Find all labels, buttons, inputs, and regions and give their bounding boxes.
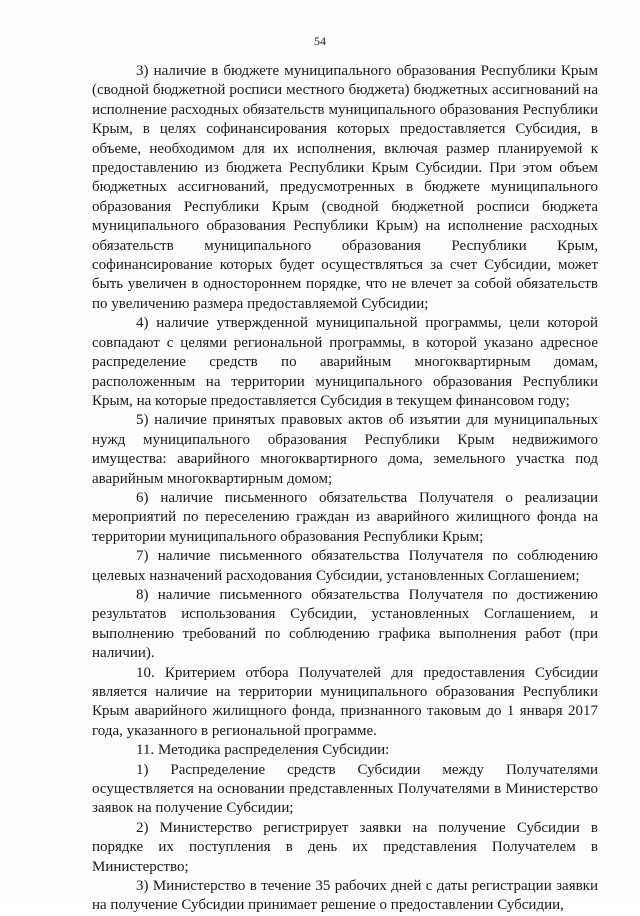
paragraph-method-item-3: 3) Министерство в течение 35 рабочих дней с даты регистрации заявки на получение Субсидии принимает решение о предоставлении Субсидии, xyxy=(92,878,598,914)
paragraph-section-10: 10. Критерием отбора Получателей для предоставления Субсидии является наличие на территории муниципального образования Республики Крым аварийного жилищного фонда, признанного таковым до 1 января 2017 года, указанного в региональной программе. xyxy=(92,664,598,739)
document-body xyxy=(92,62,598,916)
page-number: 54 xyxy=(314,34,326,48)
paragraph-method-item-1: 1) Распределение средств Субсидии между Получателями осуществляется на основании представленных Получателями в Министерство заявок на получение Субсидии; xyxy=(92,761,598,817)
paragraph-item-6: 6) наличие письменного обязательства Получателя о реализации мероприятий по переселению граждан из аварийного жилищного фонда на территории муниципального образования Республики Крым; xyxy=(92,489,598,545)
paragraph-section-11-heading: 11. Методика распределения Субсидии: xyxy=(136,742,390,759)
paragraph-item-3: 3) наличие в бюджете муниципального образования Республики Крым (сводной бюджетной росписи местного бюджета) бюджетных ассигнований на исполнение расходных обязательств муниципального образования Республики Крым, в целях софинансирования которых предоставляется Субсидия, в объеме, необходимом для их исполнения, включая размер планируемой к предоставлению из бюджета Республики Крым Субсидии. При этом объем бюджетных ассигнований, предусмотренных в бюджете муниципального образования Республики Крым (сводной бюджетной росписи бюджета муниципального образования Республики Крым) на исполнение расходных обязательств муниципального образования Республики Крым, софинансирование которых будет осуществляться за счет Субсидии, может быть увеличен в одностороннем порядке, что не влечет за собой обязательств по увеличению размера предоставляемой Субсидии; xyxy=(92,63,598,312)
paragraph-method-item-2: 2) Министерство регистрирует заявки на получение Субсидии в порядке их поступления в день их представления Получателем в Министерство; xyxy=(92,819,598,875)
paragraph-item-4: 4) наличие утвержденной муниципальной программы, цели которой совпадают с целями региональной программы, в которой указано адресное распределение средств по аварийным многоквартирным домам, расположенным на территории муниципального образования Республики Крым, на которые предоставляется Субсидия в текущем финансовом году; xyxy=(92,315,598,409)
paragraph-item-5: 5) наличие принятых правовых актов об изъятии для муниципальных нужд муниципального образования Республики Крым недвижимого имущества: аварийного многоквартирного дома, земельного участка под аварийным многоквартирным домом; xyxy=(92,412,598,487)
paragraph-item-8: 8) наличие письменного обязательства Получателя по достижению результатов использования Субсидии, установленных Соглашением, и выполнению требований по соблюдению графика выполнения работ (при наличии). xyxy=(92,586,598,662)
paragraph-item-7: 7) наличие письменного обязательства Получателя по соблюдению целевых назначений расходования Субсидии, установленных Соглашением; xyxy=(92,548,598,584)
